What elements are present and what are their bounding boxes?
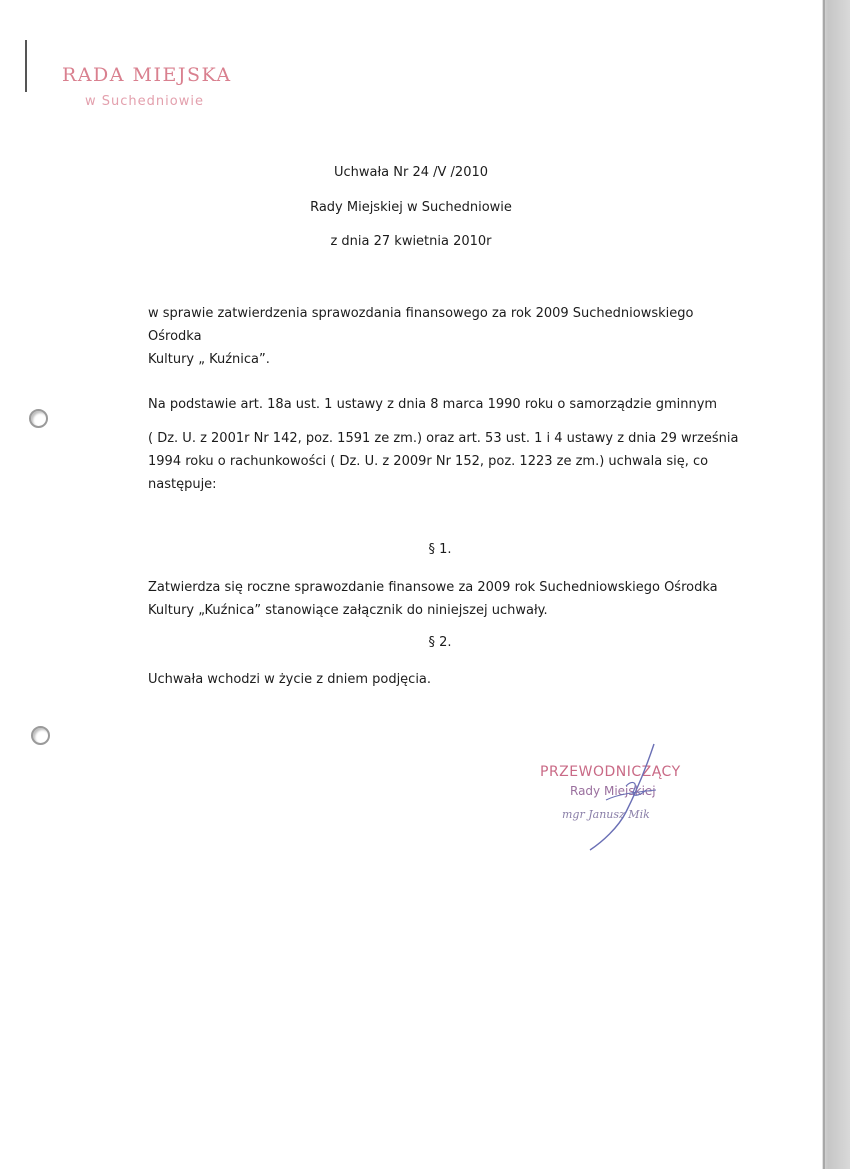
punch-hole-top [29, 409, 48, 428]
subject-line-2: Kultury „ Kuźnica”. [148, 352, 270, 367]
subject-paragraph [148, 302, 748, 371]
legal-basis-line-4: następuje: [148, 477, 217, 492]
subject-line-1: w sprawie zatwierdzenia sprawozdania finansowego za rok 2009 Suchedniowskiego Ośrodka [148, 306, 694, 344]
council-stamp-line1: RADA MIEJSKA [62, 64, 232, 86]
chairman-stamp-name: mgr Janusz Mik [562, 808, 650, 821]
section-2-sign: § 2. [428, 635, 452, 650]
scan-right-edge [822, 0, 850, 1169]
resolution-number: Uchwała Nr 24 /V /2010 [333, 165, 489, 180]
legal-basis-line-1: Na podstawie art. 18a ust. 1 ustawy z dnia 8 marca 1990 roku o samorządzie gminnym [148, 397, 718, 412]
legal-basis-line-3: 1994 roku o rachunkowości ( Dz. U. z 2009r Nr 152, poz. 1223 ze zm.) uchwala się, co [148, 454, 709, 469]
legal-basis-line-2: ( Dz. U. z 2001r Nr 142, poz. 1591 ze zm.) oraz art. 53 ust. 1 i 4 ustawy z dnia 29 września [148, 431, 739, 446]
section-1-paragraph [148, 576, 748, 622]
legal-basis-paragraph [148, 427, 748, 496]
chairman-stamp-title: PRZEWODNICZĄCY [540, 764, 681, 780]
section-1-sign: § 1. [428, 542, 452, 557]
resolution-council: Rady Miejskiej w Suchedniowie [310, 200, 512, 215]
resolution-date: z dnia 27 kwietnia 2010r [330, 234, 492, 249]
punch-hole-bottom [31, 726, 50, 745]
section-1-line-1: Zatwierdza się roczne sprawozdanie finansowe za 2009 rok Suchedniowskiego Ośrodka [148, 580, 718, 595]
handwritten-signature [560, 740, 690, 855]
section-2-text: Uchwała wchodzi w życie z dniem podjęcia. [148, 672, 432, 687]
section-1-line-2: Kultury „Kuźnica” stanowiące załącznik do niniejszej uchwały. [148, 603, 548, 618]
scan-edge-line [823, 0, 825, 1169]
council-stamp-line2: w Suchedniowie [85, 94, 204, 109]
scan-left-mark [25, 40, 27, 92]
chairman-stamp-council: Rady Miejskiej [570, 784, 656, 798]
